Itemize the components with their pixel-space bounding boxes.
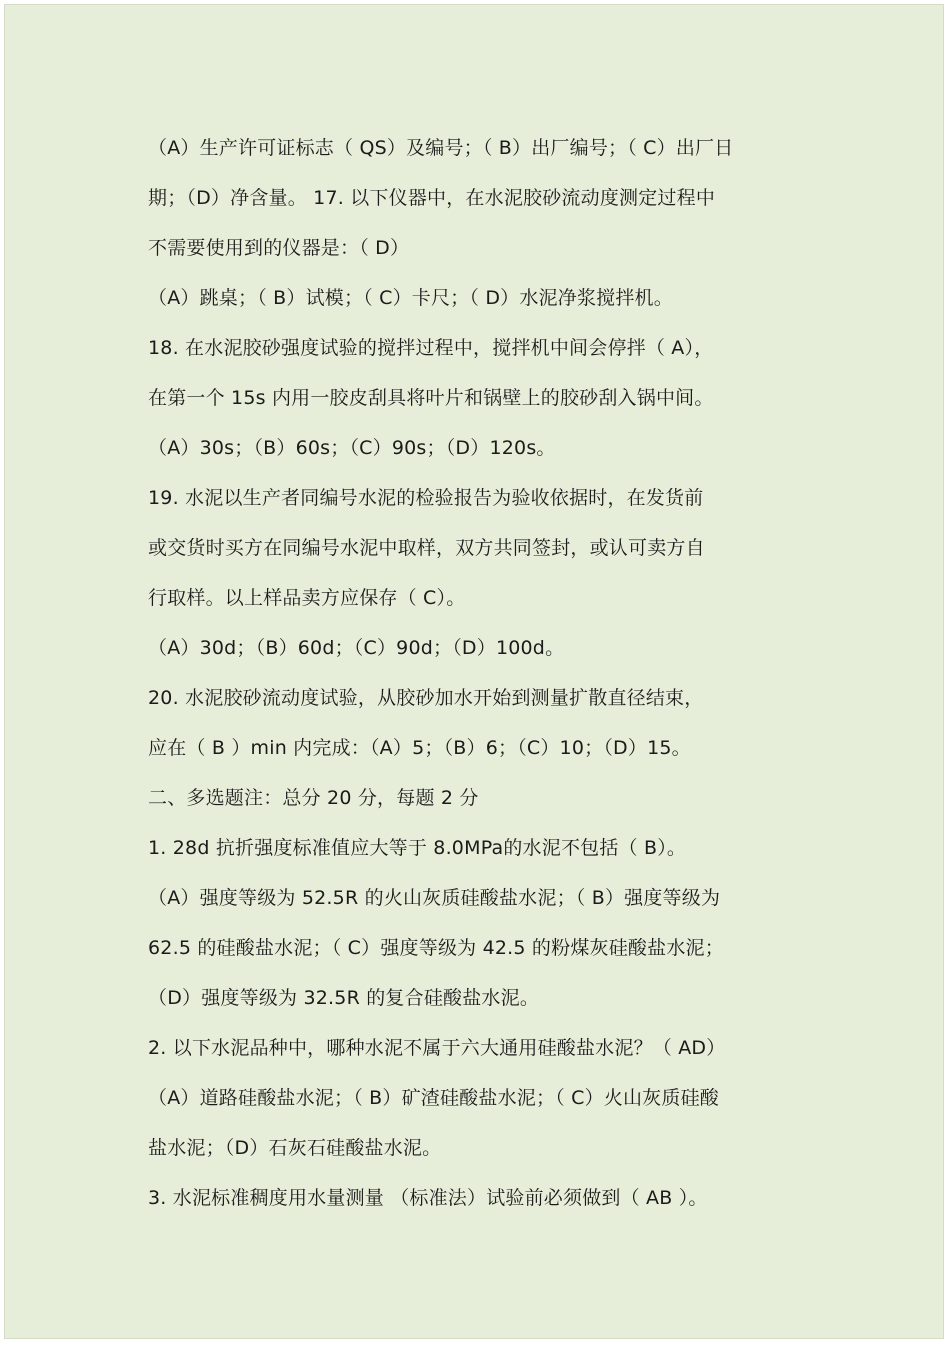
document-page (4, 4, 944, 1339)
text-line: 3. 水泥标准稠度用水量测量 （标准法）试验前必须做到（ AB ）。 (148, 1187, 708, 1209)
document-body (148, 130, 828, 1230)
text-line: 行取样。以上样品卖方应保存（ C）。 (148, 587, 466, 609)
text-line: 盐水泥；（D）石灰石硅酸盐水泥。 (148, 1137, 442, 1159)
text-line: （A）强度等级为 52.5R 的火山灰质硅酸盐水泥；（ B）强度等级为 (148, 887, 721, 909)
section-heading: 二、多选题注：总分 20 分，每题 2 分 (148, 787, 479, 809)
text-line: （A）30s；（B）60s；（C）90s；（D）120s。 (148, 437, 556, 459)
text-line: （A）道路硅酸盐水泥；（ B）矿渣硅酸盐水泥；（ C）火山灰质硅酸 (148, 1087, 719, 1109)
text-line: 20. 水泥胶砂流动度试验，从胶砂加水开始到测量扩散直径结束， (148, 687, 704, 709)
text-line: 在第一个 15s 内用一胶皮刮具将叶片和锅壁上的胶砂刮入锅中间。 (148, 387, 714, 409)
text-line: 2. 以下水泥品种中，哪种水泥不属于六大通用硅酸盐水泥？（ AD） (148, 1037, 726, 1059)
text-line: 或交货时买方在同编号水泥中取样，双方共同签封，或认可卖方自 (148, 537, 705, 559)
text-line: 19. 水泥以生产者同编号水泥的检验报告为验收依据时，在发货前 (148, 487, 704, 509)
text-line: （A）跳桌；（ B）试模；（ C）卡尺；（ D）水泥净浆搅拌机。 (148, 287, 673, 309)
text-line: （D）强度等级为 32.5R 的复合硅酸盐水泥。 (148, 987, 540, 1009)
text-line: （A）30d；（B）60d；（C）90d；（D）100d。 (148, 637, 565, 659)
text-line: 应在（ B ）min 内完成：（A）5；（B）6；（C）10；（D）15。 (148, 737, 691, 759)
text-line: 不需要使用到的仪器是：（ D） (148, 237, 410, 259)
text-line: 1. 28d 抗折强度标准值应大等于 8.0MPa的水泥不包括（ B）。 (148, 837, 687, 859)
text-line: 期；（D）净含量。 17. 以下仪器中，在水泥胶砂流动度测定过程中 (148, 187, 716, 209)
text-line: 62.5 的硅酸盐水泥；（ C）强度等级为 42.5 的粉煤灰硅酸盐水泥； (148, 937, 724, 959)
text-line: 18. 在水泥胶砂强度试验的搅拌过程中，搅拌机中间会停拌（ A）， (148, 337, 714, 359)
text-line: （A）生产许可证标志（ QS）及编号；（ B）出厂编号；（ C）出厂日 (148, 137, 734, 159)
